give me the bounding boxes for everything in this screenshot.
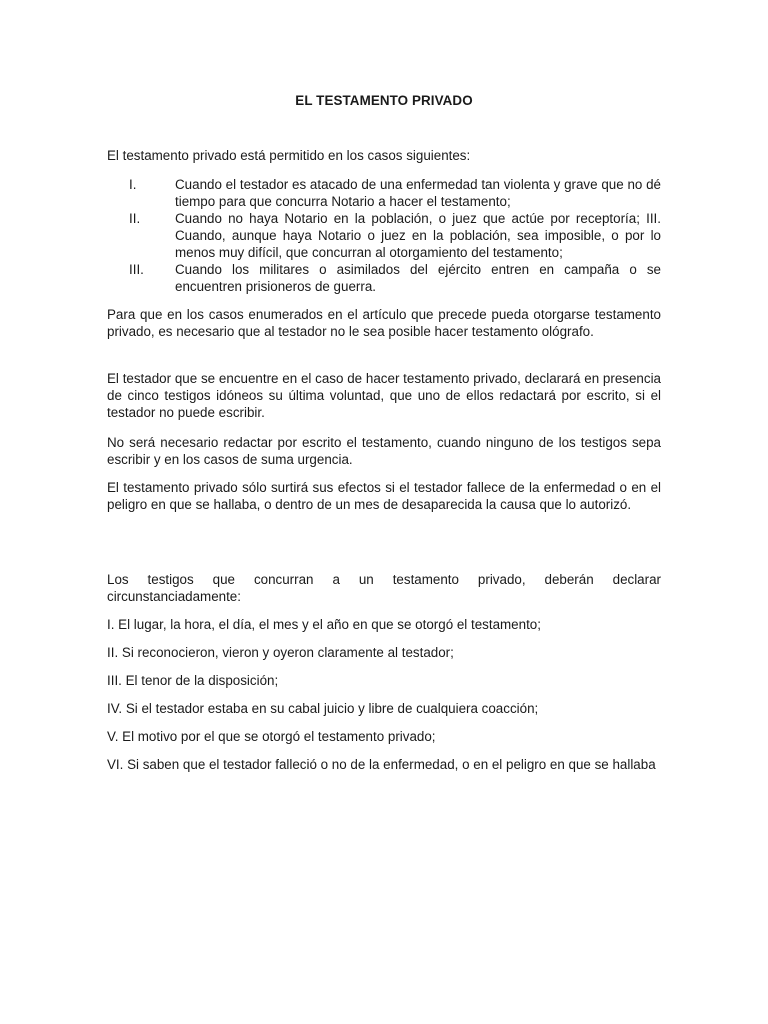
document-title: EL TESTAMENTO PRIVADO	[295, 93, 473, 108]
witnesses-intro-line-1: Los testigos que concurran a un testamento privado, deberán declarar	[107, 572, 661, 587]
paragraph-3: No será necesario redactar por escrito el testamento, cuando ninguno de los testigos sepa escribir y en los casos de suma urgencia.	[107, 435, 661, 467]
declaration-item-4: IV. Si el testador estaba en su cabal juicio y libre de cualquiera coacción;	[107, 701, 539, 716]
declaration-item-3: III. El tenor de la disposición;	[107, 673, 279, 688]
paragraph-1: Para que en los casos enumerados en el artículo que precede pueda otorgarse testamento privado, es necesario que al testador no le sea posible hacer testamento ológrafo.	[107, 307, 661, 339]
case-item-3	[107, 261, 661, 295]
paragraph-2: El testador que se encuentre en el caso de hacer testamento privado, declarará en presencia de cinco testigos idóneos su última voluntad, que uno de ellos redactará por escrito, si el testador no puede escribir.	[107, 371, 661, 420]
case-item-2	[107, 210, 661, 261]
declaration-item-6: VI. Si saben que el testador falleció o no de la enfermedad, o en el peligro en que se hallaba	[107, 757, 656, 772]
case-numeral: I.	[129, 177, 137, 192]
case-numeral: III.	[129, 262, 144, 277]
paragraph-4: El testamento privado sólo surtirá sus efectos si el testador fallece de la enfermedad o en el peligro en que se hallaba, o dentro de un mes de desaparecida la causa que lo autorizó.	[107, 480, 661, 512]
cases-list	[107, 176, 661, 295]
declaration-item-1: I. El lugar, la hora, el día, el mes y el año en que se otorgó el testamento;	[107, 617, 541, 632]
case-text: Cuando no haya Notario en la población, o juez que actúe por receptoría; III. Cuando, aunque haya Notario o juez en la población, sea imposible, o por lo menos muy difícil, que concurran al otorgamiento del testamento;	[175, 211, 661, 260]
intro-paragraph: El testamento privado está permitido en los casos siguientes:	[107, 148, 471, 163]
witnesses-intro-line-2: circunstanciadamente:	[107, 589, 241, 604]
case-numeral: II.	[129, 211, 141, 226]
declaration-item-2: II. Si reconocieron, vieron y oyeron claramente al testador;	[107, 645, 454, 660]
case-text: Cuando los militares o asimilados del ejército entren en campaña o se encuentren prisioneros de guerra.	[175, 262, 661, 294]
declaration-item-5: V. El motivo por el que se otorgó el testamento privado;	[107, 729, 436, 744]
case-text: Cuando el testador es atacado de una enfermedad tan violenta y grave que no dé tiempo para que concurra Notario a hacer el testamento;	[175, 177, 661, 209]
case-item-1	[107, 176, 661, 210]
